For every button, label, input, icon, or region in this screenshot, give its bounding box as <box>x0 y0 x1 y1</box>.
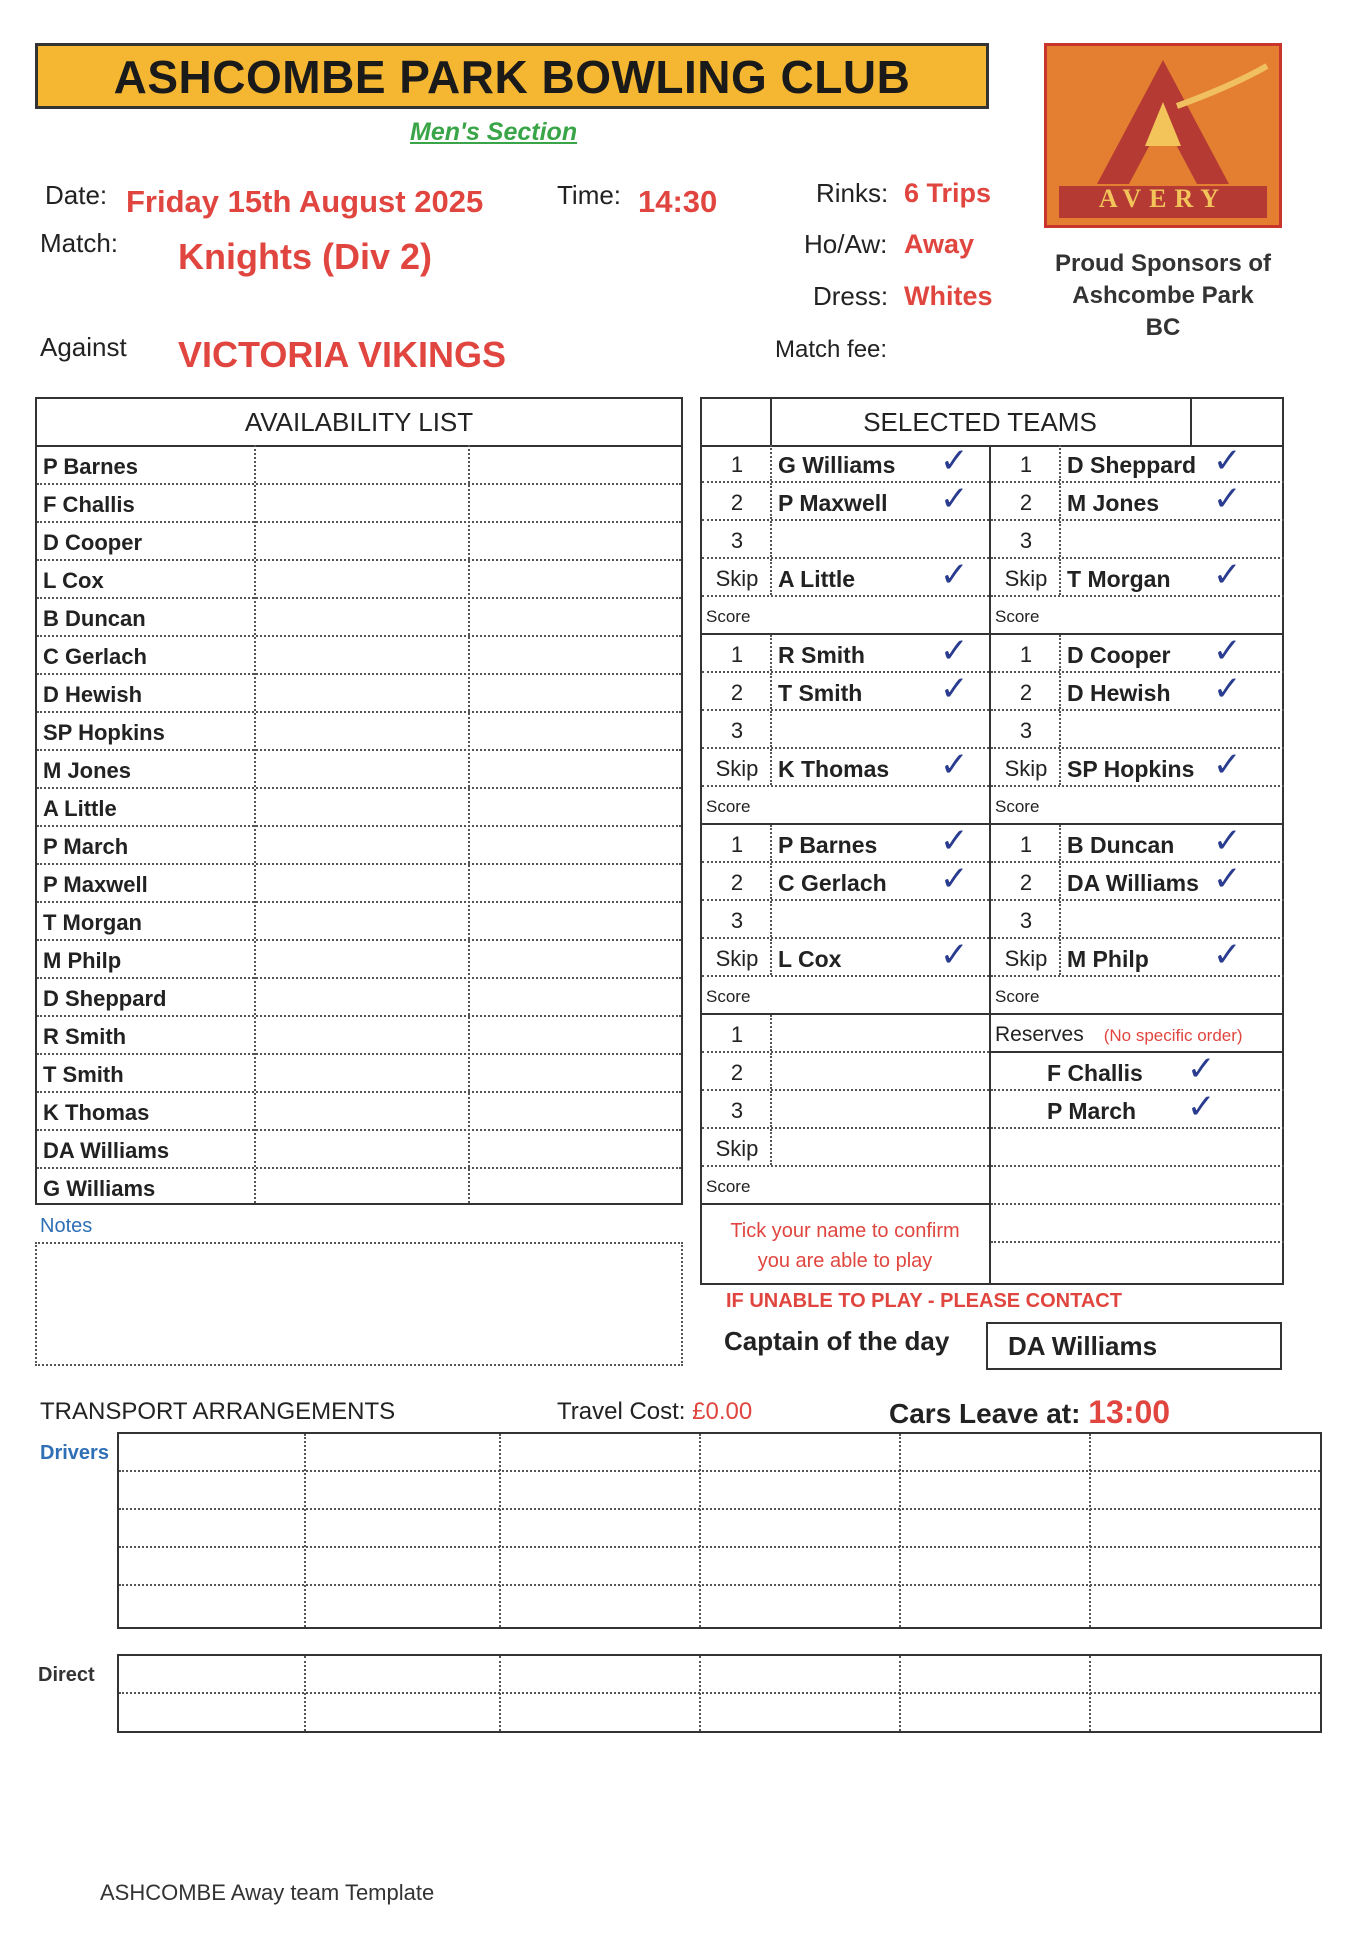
team-player-name: L Cox <box>778 946 842 972</box>
selected-teams <box>700 397 1284 1285</box>
player-name: L Cox <box>43 568 104 593</box>
reserves-note: (No specific order) <box>1103 1026 1243 1045</box>
team-player-name: G Williams <box>778 452 896 478</box>
player-name: K Thomas <box>43 1100 150 1125</box>
position-label: 3 <box>730 1098 744 1123</box>
score-label: Score <box>706 987 751 1006</box>
availability-row[interactable] <box>37 1055 681 1093</box>
player-name: F Challis <box>43 492 135 517</box>
player-name: P Barnes <box>43 454 138 479</box>
reserve-row[interactable] <box>991 1205 1284 1243</box>
time-value: 14:30 <box>638 184 718 219</box>
tick-instructions <box>700 1216 990 1276</box>
team-row[interactable] <box>702 860 989 901</box>
tick-mark-icon: ✓ <box>1187 1088 1216 1126</box>
availability-row[interactable] <box>37 865 681 903</box>
player-name: D Sheppard <box>43 986 167 1011</box>
position-label: 1 <box>1019 832 1033 857</box>
availability-row[interactable] <box>37 561 681 599</box>
team-player-name: D Sheppard <box>1067 452 1197 478</box>
reserve-row[interactable] <box>991 1088 1284 1129</box>
team-row[interactable] <box>991 632 1284 673</box>
player-name: D Cooper <box>43 530 142 555</box>
availability-title: AVAILABILITY LIST <box>37 399 681 447</box>
player-name: A Little <box>43 796 117 821</box>
team-player-name: T Morgan <box>1067 566 1171 592</box>
team-row[interactable] <box>991 936 1284 977</box>
position-label: 2 <box>730 680 744 705</box>
tick-mark-icon: ✓ <box>940 670 969 708</box>
team-row[interactable] <box>702 901 989 939</box>
position-label: 3 <box>730 528 744 553</box>
team-row[interactable] <box>991 556 1284 597</box>
date-value: Friday 15th August 2025 <box>126 184 484 219</box>
tick-line-2: you are able to play <box>757 1250 933 1272</box>
score-label: Score <box>995 987 1040 1006</box>
team-player-name: M Philp <box>1067 946 1149 972</box>
against-label: Against <box>40 332 127 362</box>
tick-mark-icon: ✓ <box>940 632 969 670</box>
player-name: T Morgan <box>43 910 142 935</box>
team-row[interactable] <box>991 711 1284 749</box>
reserve-player-name: F Challis <box>1047 1060 1143 1086</box>
position-label: 3 <box>730 718 744 743</box>
position-label: 1 <box>730 642 744 667</box>
direct-grid <box>117 1654 1322 1733</box>
team-row[interactable] <box>702 711 989 749</box>
player-name: SP Hopkins <box>43 720 165 745</box>
transport-title: TRANSPORT ARRANGEMENTS <box>40 1398 396 1425</box>
position-label: Skip <box>715 756 759 781</box>
drivers-label: Drivers <box>40 1442 109 1464</box>
team-row[interactable] <box>702 442 989 483</box>
captain-value: DA Williams <box>986 1322 1282 1370</box>
availability-row[interactable] <box>37 903 681 941</box>
team-row[interactable] <box>702 1053 989 1091</box>
team-player-name: K Thomas <box>778 756 890 782</box>
team-row[interactable] <box>991 480 1284 521</box>
footer-text: ASHCOMBE Away team Template <box>100 1880 435 1905</box>
score-label: Score <box>706 1177 751 1196</box>
notes-box[interactable] <box>35 1242 683 1366</box>
team-player-name: P Barnes <box>778 832 878 858</box>
team-row[interactable] <box>702 556 989 597</box>
captain-label: Captain of the day <box>724 1326 950 1356</box>
tick-mark-icon: ✓ <box>1187 1050 1216 1088</box>
position-label: 2 <box>1019 490 1033 515</box>
team-row[interactable] <box>991 822 1284 863</box>
logo-text: AVERY <box>1098 184 1228 213</box>
date-label: Date: <box>45 180 108 210</box>
hoaw-label: Ho/Aw: <box>804 229 888 259</box>
section-title: Men's Section <box>410 118 578 146</box>
position-label: 3 <box>730 908 744 933</box>
selected-teams-title: SELECTED TEAMS <box>863 407 1097 437</box>
score-row[interactable] <box>991 977 1284 1015</box>
availability-row[interactable] <box>37 827 681 865</box>
position-label: 3 <box>1019 908 1033 933</box>
team-player-name: P Maxwell <box>778 490 888 516</box>
selected-teams-header <box>702 399 1282 447</box>
player-name: P Maxwell <box>43 872 148 897</box>
team-player-name: DA Williams <box>1067 870 1199 896</box>
tick-mark-icon: ✓ <box>940 746 969 784</box>
team-player-name: A Little <box>778 566 856 592</box>
team-row[interactable] <box>702 746 989 787</box>
reserves-header <box>991 1015 1284 1053</box>
position-label: 3 <box>1019 718 1033 743</box>
time-label: Time: <box>557 180 622 210</box>
team-row[interactable] <box>991 442 1284 483</box>
tick-mark-icon: ✓ <box>1213 936 1242 974</box>
sponsor-text <box>1030 248 1296 344</box>
score-label: Score <box>706 797 751 816</box>
position-label: 2 <box>1019 680 1033 705</box>
score-row[interactable] <box>991 787 1284 825</box>
player-name: C Gerlach <box>43 644 147 669</box>
match-fee-label: Match fee: <box>775 336 888 363</box>
tick-mark-icon: ✓ <box>1213 480 1242 518</box>
reserve-player-name: P March <box>1047 1098 1137 1124</box>
score-row[interactable] <box>702 597 989 635</box>
tick-mark-icon: ✓ <box>1213 556 1242 594</box>
team-player-name: R Smith <box>778 642 865 668</box>
availability-divider <box>468 445 470 1203</box>
sponsor-logo <box>1044 43 1282 228</box>
teams-right-column <box>989 442 1284 1283</box>
position-label: Skip <box>715 566 759 591</box>
tick-mark-icon: ✓ <box>1213 746 1242 784</box>
travel-cost-value: £0.00 <box>692 1398 753 1425</box>
team-row[interactable] <box>991 521 1284 559</box>
score-label: Score <box>995 797 1040 816</box>
score-label: Score <box>995 607 1040 626</box>
hoaw-value: Away <box>904 229 975 259</box>
availability-row[interactable] <box>37 1093 681 1131</box>
score-row[interactable] <box>991 597 1284 635</box>
team-row[interactable] <box>991 860 1284 901</box>
dress-label: Dress: <box>813 281 889 311</box>
team-row[interactable] <box>702 480 989 521</box>
team-row[interactable] <box>991 746 1284 787</box>
cars-leave-label: Cars Leave at: <box>889 1398 1081 1429</box>
position-label: 1 <box>730 832 744 857</box>
team-row[interactable] <box>702 1015 989 1053</box>
tick-mark-icon: ✓ <box>1213 670 1242 708</box>
rinks-label: Rinks: <box>816 178 889 208</box>
availability-row[interactable] <box>37 1169 681 1207</box>
club-title: ASHCOMBE PARK BOWLING CLUB <box>35 43 989 109</box>
rinks-value: 6 Trips <box>904 178 992 208</box>
tick-mark-icon: ✓ <box>1213 860 1242 898</box>
unable-notice: IF UNABLE TO PLAY - PLEASE CONTACT <box>726 1290 1122 1312</box>
match-label: Match: <box>40 228 119 258</box>
sponsor-line-1: Proud Sponsors of <box>1055 250 1271 277</box>
team-row[interactable] <box>991 901 1284 939</box>
team-player-name: B Duncan <box>1067 832 1175 858</box>
player-name: B Duncan <box>43 606 146 631</box>
reserve-row[interactable] <box>991 1050 1284 1091</box>
availability-row[interactable] <box>37 789 681 827</box>
availability-row[interactable] <box>37 751 681 789</box>
tick-mark-icon: ✓ <box>940 936 969 974</box>
team-player-name: C Gerlach <box>778 870 887 896</box>
score-row[interactable] <box>702 1167 989 1205</box>
direct-label: Direct <box>38 1664 95 1686</box>
team-player-name: D Hewish <box>1067 680 1171 706</box>
reserve-row[interactable] <box>991 1129 1284 1167</box>
drivers-grid <box>117 1432 1322 1629</box>
position-label: Skip <box>1004 566 1048 591</box>
availability-row[interactable] <box>37 637 681 675</box>
availability-row[interactable] <box>37 485 681 523</box>
teams-left-column <box>702 442 989 1205</box>
team-row[interactable] <box>702 521 989 559</box>
availability-row[interactable] <box>37 713 681 751</box>
team-row[interactable] <box>702 1091 989 1129</box>
position-label: 2 <box>1019 870 1033 895</box>
cars-leave-time: 13:00 <box>1088 1394 1171 1430</box>
tick-mark-icon: ✓ <box>1213 632 1242 670</box>
score-label: Score <box>706 607 751 626</box>
player-name: T Smith <box>43 1062 124 1087</box>
team-row[interactable] <box>702 1129 989 1167</box>
tick-line-1: Tick your name to confirm <box>730 1220 960 1242</box>
position-label: 1 <box>730 452 744 477</box>
notes-label: Notes <box>40 1215 93 1237</box>
player-name: M Jones <box>43 758 132 783</box>
player-name: D Hewish <box>43 682 143 707</box>
player-name: M Philp <box>43 948 122 973</box>
team-player-name: D Cooper <box>1067 642 1171 668</box>
sponsor-line-3: BC <box>1145 314 1181 341</box>
availability-row[interactable] <box>37 941 681 979</box>
travel-cost-label: Travel Cost: <box>557 1398 686 1425</box>
player-name: R Smith <box>43 1024 127 1049</box>
reserve-row[interactable] <box>991 1167 1284 1205</box>
availability-list <box>35 397 683 1205</box>
match-value: Knights (Div 2) <box>178 236 433 277</box>
player-name: G Williams <box>43 1176 156 1201</box>
team-row[interactable] <box>702 670 989 711</box>
tick-mark-icon: ✓ <box>1213 442 1242 480</box>
tick-mark-icon: ✓ <box>940 860 969 898</box>
position-label: Skip <box>1004 756 1048 781</box>
score-row[interactable] <box>702 787 989 825</box>
availability-divider <box>254 445 256 1203</box>
availability-row[interactable] <box>37 1131 681 1169</box>
player-name: DA Williams <box>43 1138 170 1163</box>
availability-row[interactable] <box>37 599 681 637</box>
availability-rows <box>37 447 681 1207</box>
sponsor-line-2: Ashcombe Park <box>1072 282 1254 309</box>
against-value: VICTORIA VIKINGS <box>178 334 507 375</box>
tick-mark-icon: ✓ <box>1213 822 1242 860</box>
team-row[interactable] <box>702 632 989 673</box>
team-row[interactable] <box>702 822 989 863</box>
reserves-label: Reserves <box>995 1023 1084 1046</box>
tick-mark-icon: ✓ <box>940 822 969 860</box>
position-label: 2 <box>730 870 744 895</box>
team-row[interactable] <box>991 670 1284 711</box>
tick-mark-icon: ✓ <box>940 480 969 518</box>
cars-leave <box>889 1394 1170 1431</box>
availability-row[interactable] <box>37 1017 681 1055</box>
tick-mark-icon: ✓ <box>940 556 969 594</box>
player-name: P March <box>43 834 129 859</box>
availability-row[interactable] <box>37 675 681 713</box>
position-label: Skip <box>1004 946 1048 971</box>
availability-row[interactable] <box>37 979 681 1017</box>
dress-value: Whites <box>904 281 993 311</box>
position-label: 2 <box>730 490 744 515</box>
travel-cost <box>557 1398 752 1426</box>
position-label: 1 <box>730 1022 744 1047</box>
team-row[interactable] <box>702 936 989 977</box>
team-player-name: SP Hopkins <box>1067 756 1195 782</box>
header-divider <box>1190 399 1192 445</box>
tick-mark-icon: ✓ <box>940 442 969 480</box>
team-player-name: M Jones <box>1067 490 1160 516</box>
team-player-name: T Smith <box>778 680 863 706</box>
position-label: 3 <box>1019 528 1033 553</box>
position-label: 1 <box>1019 642 1033 667</box>
position-label: 1 <box>1019 452 1033 477</box>
position-label: Skip <box>715 946 759 971</box>
position-label: Skip <box>715 1136 759 1161</box>
availability-row[interactable] <box>37 523 681 561</box>
position-label: 2 <box>730 1060 744 1085</box>
score-row[interactable] <box>702 977 989 1015</box>
availability-row[interactable] <box>37 447 681 485</box>
